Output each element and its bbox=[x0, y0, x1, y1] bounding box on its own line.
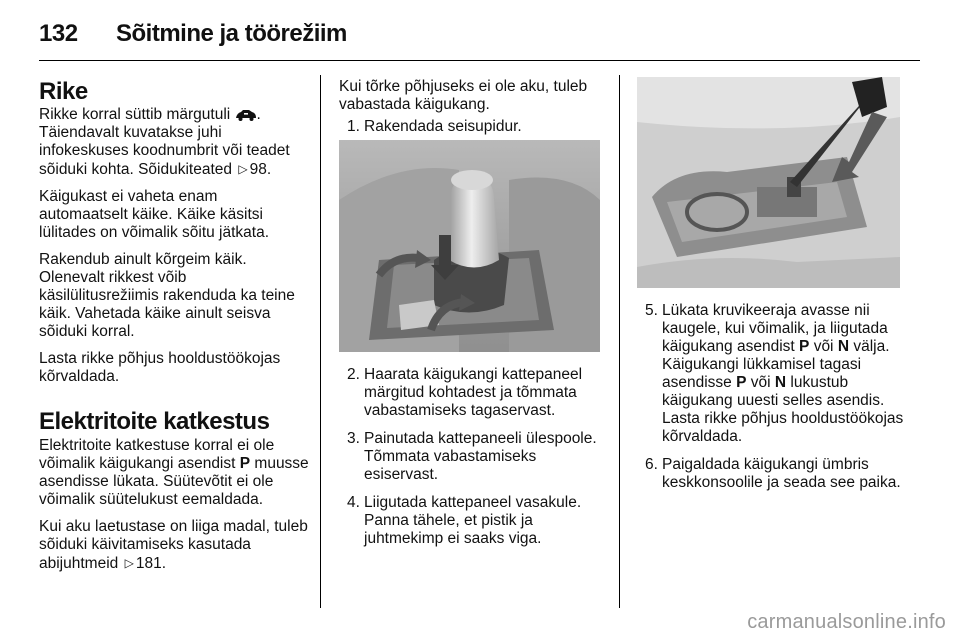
paragraph-text: Elektritoite katkestuse korral ei ole võimalik käigukangi asendist bbox=[39, 437, 275, 472]
list-text: Haarata käigukangi kattepaneel märgitud kohtadest ja tõmmata vabastamiseks tagaservast. bbox=[364, 366, 583, 419]
section-heading-rike: Rike bbox=[39, 78, 88, 105]
paragraph: Lasta rikke põhjus hooldustöökojas kõrvaldada. bbox=[39, 350, 281, 385]
list-item bbox=[339, 366, 604, 420]
reference-triangle-icon: ▷ bbox=[238, 162, 248, 176]
paragraph-text: Rikke korral süttib märgutuli bbox=[39, 106, 231, 123]
gear-letter: P bbox=[736, 374, 747, 391]
list-item bbox=[339, 430, 604, 484]
paragraph: Kui tõrke põhjuseks ei ole aku, tuleb vabastada käigukang. bbox=[339, 78, 588, 113]
gear-letter: P bbox=[239, 455, 251, 472]
list-text: Liigutada kattepaneel vasakule. Panna tähele, et pistik ja juhtmekimp ei saaks viga. bbox=[364, 494, 582, 547]
list-text: välja. Käigukangi lükkamisel tagasi asendisse bbox=[662, 338, 890, 391]
list-text: Painutada kattepaneeli ülespoole. Tõmmata vabastamiseks esiservast. bbox=[364, 430, 597, 483]
gear-letter: N bbox=[837, 338, 850, 355]
column-divider bbox=[619, 75, 620, 608]
paragraph-indicator bbox=[39, 106, 309, 179]
list-number: 1. bbox=[347, 118, 360, 135]
column-divider bbox=[320, 75, 321, 608]
gear-letter: N bbox=[774, 374, 787, 391]
screwdriver-release-illustration bbox=[637, 77, 900, 288]
list-number: 3. bbox=[347, 430, 360, 447]
car-gearbox-warning-icon bbox=[235, 109, 257, 121]
paragraph-power bbox=[39, 437, 309, 509]
page-reference: 98. bbox=[249, 161, 272, 178]
reference-triangle-icon: ▷ bbox=[124, 556, 134, 570]
paragraph: Rakendub ainult kõrgeim käik. Olenevalt rikkest võib käsilülitusrežiimis rakenduda ka teine käik. Vahetada käike ainult seisva sõiduki korral. bbox=[39, 251, 295, 340]
list-item bbox=[637, 456, 907, 492]
watermark: carmanualsonline.info bbox=[747, 611, 946, 633]
page-header bbox=[39, 8, 919, 56]
section-heading-power: Elektritoite katkestus bbox=[39, 408, 270, 435]
gear-shifter-illustration bbox=[339, 140, 600, 352]
list-text: või bbox=[813, 338, 834, 355]
list-item bbox=[339, 118, 604, 136]
list-text: lukustub käigukang uuesti selles asendis. Lasta rikke põhjus hooldustöökojas kõrvaldada. bbox=[662, 374, 904, 445]
header-divider bbox=[39, 60, 920, 61]
column-right bbox=[637, 302, 907, 502]
list-number: 2. bbox=[347, 366, 360, 383]
column-middle bbox=[339, 78, 604, 146]
paragraph-text: . bbox=[256, 106, 261, 123]
paragraph-battery bbox=[39, 518, 309, 573]
paragraph-text: Kui aku laetustase on liiga madal, tuleb sõiduki käivitamiseks kasutada abijuhtmeid bbox=[39, 518, 308, 572]
column-left bbox=[39, 78, 309, 582]
list-text: Lükata kruvikeeraja avasse nii kaugele, kui võimalik, ja liigutada käigukang asendist bbox=[662, 302, 888, 355]
list-number: 4. bbox=[347, 494, 360, 511]
paragraph-text: Täiendavalt kuvatakse juhi infokeskuses koodnumbrit või teadet sõiduki kohta. Sõidukiteated bbox=[39, 124, 290, 178]
chapter-title: Sõitmine ja töörežiim bbox=[116, 20, 347, 47]
list-item bbox=[637, 302, 907, 446]
gear-letter: P bbox=[799, 338, 810, 355]
list-text: Paigaldada käigukangi ümbris keskkonsoolile ja seada see paika. bbox=[662, 456, 901, 491]
paragraph: Käigukast ei vaheta enam automaatselt käike. Käike käsitsi lülitades on võimalik sõitu jätkata. bbox=[39, 188, 270, 241]
list-item bbox=[339, 494, 604, 548]
paragraph-text: muusse asendisse lükata. Süütevõtit ei ole võimalik süütelukust eemaldada. bbox=[39, 455, 309, 508]
list-text: Rakendada seisupidur. bbox=[364, 118, 522, 135]
list-text: või bbox=[750, 374, 771, 391]
list-number: 6. bbox=[645, 456, 658, 473]
page-number: 132 bbox=[39, 20, 78, 47]
list-number: 5. bbox=[645, 302, 658, 319]
page-reference: 181. bbox=[135, 555, 166, 572]
column-middle-lower bbox=[339, 366, 604, 558]
